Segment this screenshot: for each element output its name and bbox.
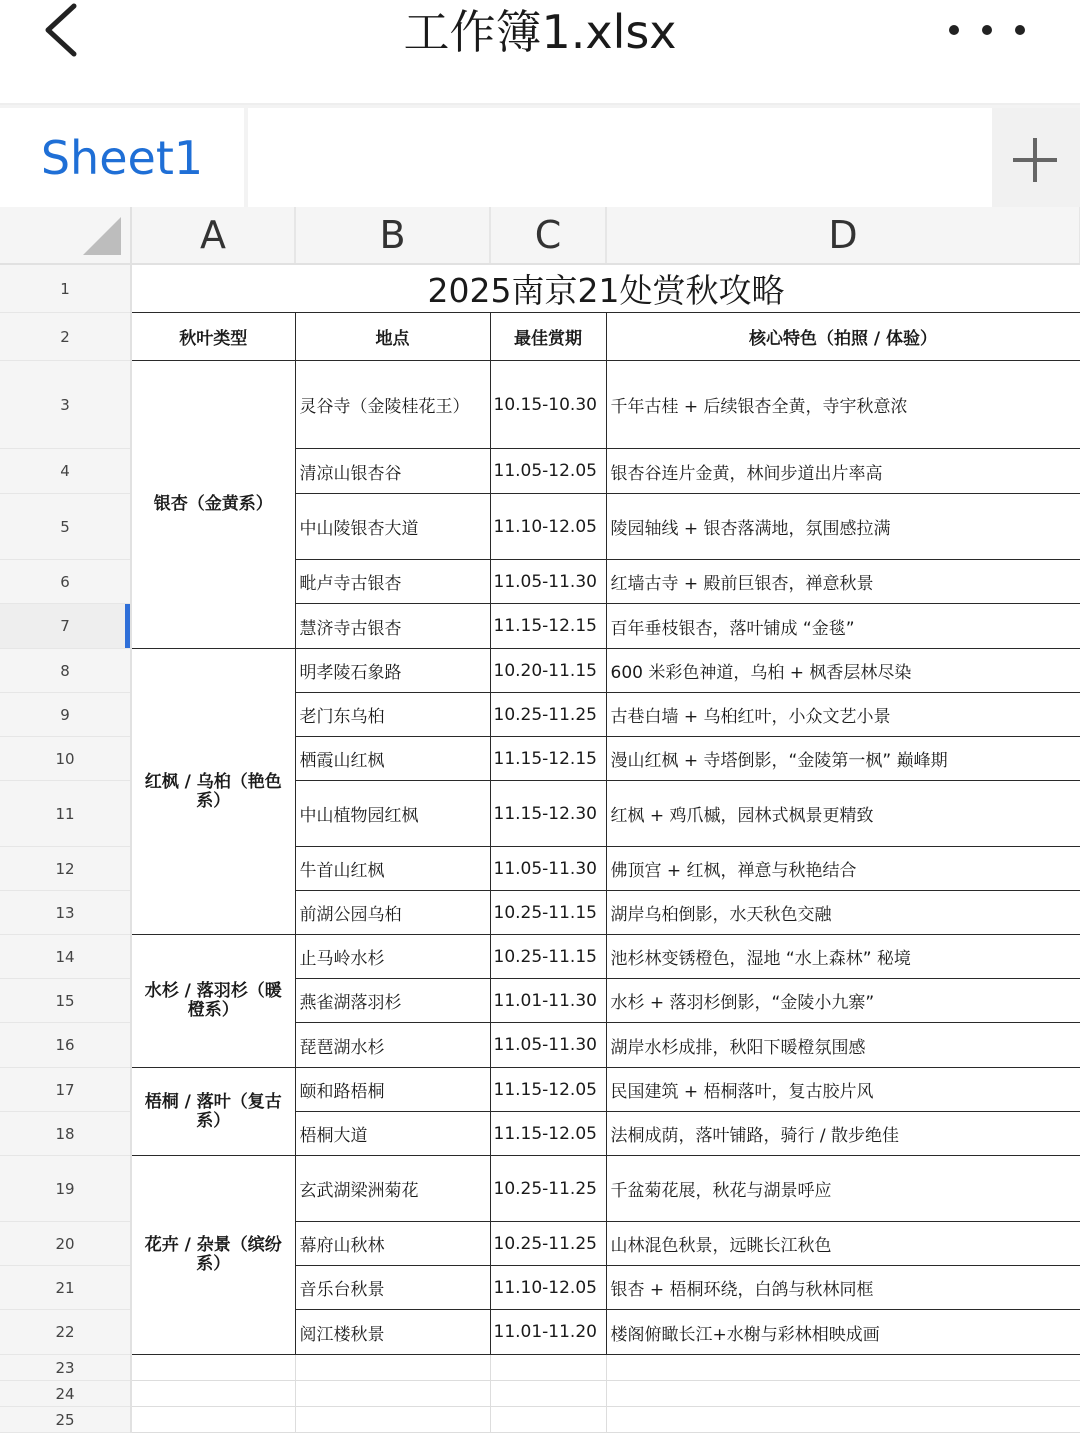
place-cell[interactable]: 明孝陵石象路 [295,649,490,693]
tab-sheet1[interactable]: Sheet1 [0,108,244,209]
empty-cell[interactable] [295,1407,490,1433]
chevron-left-icon [30,0,90,62]
empty-cell[interactable] [606,1407,1080,1433]
place-cell[interactable]: 颐和路梧桐 [295,1068,490,1112]
column-header-a[interactable]: A [131,207,295,264]
period-cell[interactable]: 11.15-12.05 [490,1068,606,1112]
table-header-cell[interactable]: 秋叶类型 [131,313,295,361]
column-header-b[interactable]: B [295,207,490,264]
feature-cell[interactable]: 千盆菊花展，秋花与湖景呼应 [606,1156,1080,1222]
feature-cell[interactable]: 池杉林变锈橙色，湿地 “水上森林” 秘境 [606,935,1080,979]
select-all-corner[interactable] [0,207,131,264]
place-cell[interactable]: 燕雀湖落羽杉 [295,979,490,1023]
sheet-table [0,207,1080,1433]
place-cell[interactable]: 音乐台秋景 [295,1266,490,1310]
row-header[interactable]: 19 [0,1156,131,1222]
row-header[interactable]: 1 [0,264,131,313]
place-cell[interactable]: 止马岭水杉 [295,935,490,979]
app-bar [0,0,1080,104]
row-header[interactable]: 25 [0,1407,131,1433]
row-header[interactable]: 11 [0,781,131,847]
empty-cell[interactable] [131,1407,295,1433]
place-cell[interactable]: 中山植物园红枫 [295,781,490,847]
empty-cell[interactable] [606,1355,1080,1381]
feature-cell[interactable]: 佛顶宫 + 红枫，禅意与秋艳结合 [606,847,1080,891]
table-row [0,1068,1080,1112]
period-cell[interactable]: 11.01-11.30 [490,979,606,1023]
period-cell[interactable]: 11.10-12.05 [490,1266,606,1310]
period-cell[interactable]: 11.10-12.05 [490,494,606,560]
document-title: 工作簿1.xlsx [403,5,677,59]
feature-cell[interactable]: 古巷白墙 + 乌桕红叶，小众文艺小景 [606,693,1080,737]
more-options-button[interactable] [942,0,1032,62]
empty-cell[interactable] [131,1381,295,1407]
place-cell[interactable]: 琵琶湖水杉 [295,1023,490,1068]
period-cell[interactable]: 11.15-12.15 [490,737,606,781]
period-cell[interactable]: 11.05-12.05 [490,449,606,494]
feature-cell[interactable]: 红墙古寺 + 殿前巨银杏，禅意秋景 [606,560,1080,604]
row-header[interactable]: 17 [0,1068,131,1112]
place-cell[interactable]: 阅江楼秋景 [295,1310,490,1355]
column-header-c[interactable]: C [490,207,606,264]
row-header[interactable]: 21 [0,1266,131,1310]
back-button[interactable] [30,0,90,62]
empty-cell[interactable] [131,1355,295,1381]
feature-cell[interactable]: 湖岸水杉成排，秋阳下暖橙氛围感 [606,1023,1080,1068]
place-cell[interactable]: 幕府山秋林 [295,1222,490,1266]
feature-cell[interactable]: 红枫 + 鸡爪槭，园林式枫景更精致 [606,781,1080,847]
place-cell[interactable]: 清凉山银杏谷 [295,449,490,494]
place-cell[interactable]: 毗卢寺古银杏 [295,560,490,604]
table-row [0,361,1080,449]
feature-cell[interactable]: 湖岸乌桕倒影，水天秋色交融 [606,891,1080,935]
period-cell[interactable]: 11.15-12.30 [490,781,606,847]
table-header-cell[interactable]: 地点 [295,313,490,361]
sheet-row [0,313,1080,361]
feature-cell[interactable]: 千年古桂 + 后续银杏全黄，寺宇秋意浓 [606,361,1080,449]
row-header[interactable]: 6 [0,560,131,604]
feature-cell[interactable]: 银杏谷连片金黄，林间步道出片率高 [606,449,1080,494]
period-cell[interactable]: 10.25-11.25 [490,1156,606,1222]
row-header[interactable]: 8 [0,649,131,693]
plus-icon [992,108,1080,209]
place-cell[interactable]: 梧桐大道 [295,1112,490,1156]
empty-row [0,1381,1080,1407]
place-cell[interactable]: 老门东乌桕 [295,693,490,737]
period-cell[interactable]: 11.05-11.30 [490,1023,606,1068]
period-cell[interactable]: 10.25-11.15 [490,891,606,935]
row-header[interactable]: 16 [0,1023,131,1068]
column-header-row [0,207,1080,264]
feature-cell[interactable]: 600 米彩色神道，乌桕 + 枫香层林尽染 [606,649,1080,693]
category-cell[interactable]: 红枫 / 乌桕（艳色系） [131,649,295,935]
more-horizontal-icon [942,0,1032,62]
row-header[interactable]: 22 [0,1310,131,1355]
sheet-tab-bar [0,103,1080,207]
row-header[interactable]: 13 [0,891,131,935]
table-header-cell[interactable]: 核心特色（拍照 / 体验） [606,313,1080,361]
table-row [0,649,1080,693]
period-cell[interactable]: 10.25-11.15 [490,935,606,979]
row-header[interactable]: 24 [0,1381,131,1407]
empty-cell[interactable] [490,1381,606,1407]
period-cell[interactable]: 10.25-11.25 [490,1222,606,1266]
place-cell[interactable]: 牛首山红枫 [295,847,490,891]
table-row [0,1156,1080,1222]
row-header[interactable]: 18 [0,1112,131,1156]
add-sheet-button[interactable] [992,108,1080,209]
category-cell[interactable]: 银杏（金黄系） [131,361,295,649]
empty-cell[interactable] [295,1381,490,1407]
column-header-d[interactable]: D [606,207,1080,264]
row-header[interactable]: 3 [0,361,131,449]
table-header-cell[interactable]: 最佳赏期 [490,313,606,361]
tab-bar-empty-area [248,108,992,209]
empty-cell[interactable] [490,1407,606,1433]
category-cell[interactable]: 水杉 / 落羽杉（暖橙系） [131,935,295,1068]
row-header[interactable]: 20 [0,1222,131,1266]
period-cell[interactable]: 11.15-12.05 [490,1112,606,1156]
period-cell[interactable]: 10.20-11.15 [490,649,606,693]
feature-cell[interactable]: 银杏 + 梧桐环绕，白鸽与秋林同框 [606,1266,1080,1310]
row-header[interactable]: 14 [0,935,131,979]
place-cell[interactable]: 灵谷寺（金陵桂花王） [295,361,490,449]
feature-cell[interactable]: 楼阁俯瞰长江+水榭与彩林相映成画 [606,1310,1080,1355]
feature-cell[interactable]: 百年垂枝银杏，落叶铺成 “金毯” [606,604,1080,649]
feature-cell[interactable]: 漫山红枫 + 寺塔倒影，“金陵第一枫” 巅峰期 [606,737,1080,781]
feature-cell[interactable]: 水杉 + 落羽杉倒影，“金陵小九寨” [606,979,1080,1023]
category-cell[interactable]: 花卉 / 杂景（缤纷系） [131,1156,295,1355]
row-header[interactable]: 7 [0,604,131,649]
place-cell[interactable]: 前湖公园乌桕 [295,891,490,935]
row-header[interactable]: 12 [0,847,131,891]
place-cell[interactable]: 中山陵银杏大道 [295,494,490,560]
row-header[interactable]: 23 [0,1355,131,1381]
period-cell[interactable]: 11.15-12.15 [490,604,606,649]
row-header[interactable]: 15 [0,979,131,1023]
period-cell[interactable]: 11.05-11.30 [490,560,606,604]
select-all-triangle-icon [0,207,131,264]
place-cell[interactable]: 玄武湖梁洲菊花 [295,1156,490,1222]
row-header[interactable]: 5 [0,494,131,560]
row-header[interactable]: 4 [0,449,131,494]
spreadsheet-grid[interactable] [0,207,1080,1441]
sheet-title-cell[interactable]: 2025南京21处赏秋攻略 [131,264,1080,313]
empty-cell[interactable] [490,1355,606,1381]
feature-cell[interactable]: 法桐成荫，落叶铺路，骑行 / 散步绝佳 [606,1112,1080,1156]
table-row [0,935,1080,979]
place-cell[interactable]: 栖霞山红枫 [295,737,490,781]
period-cell[interactable]: 11.05-11.30 [490,847,606,891]
period-cell[interactable]: 10.25-11.25 [490,693,606,737]
row-header[interactable]: 9 [0,693,131,737]
empty-cell[interactable] [295,1355,490,1381]
feature-cell[interactable]: 民国建筑 + 梧桐落叶，复古胶片风 [606,1068,1080,1112]
empty-cell[interactable] [606,1381,1080,1407]
empty-row [0,1407,1080,1433]
row-header[interactable]: 10 [0,737,131,781]
feature-cell[interactable]: 陵园轴线 + 银杏落满地，氛围感拉满 [606,494,1080,560]
category-cell[interactable]: 梧桐 / 落叶（复古系） [131,1068,295,1156]
period-cell[interactable]: 11.01-11.20 [490,1310,606,1355]
period-cell[interactable]: 10.15-10.30 [490,361,606,449]
feature-cell[interactable]: 山林混色秋景，远眺长江秋色 [606,1222,1080,1266]
empty-row [0,1355,1080,1381]
place-cell[interactable]: 慧济寺古银杏 [295,604,490,649]
sheet-row [0,264,1080,313]
row-header[interactable]: 2 [0,313,131,361]
